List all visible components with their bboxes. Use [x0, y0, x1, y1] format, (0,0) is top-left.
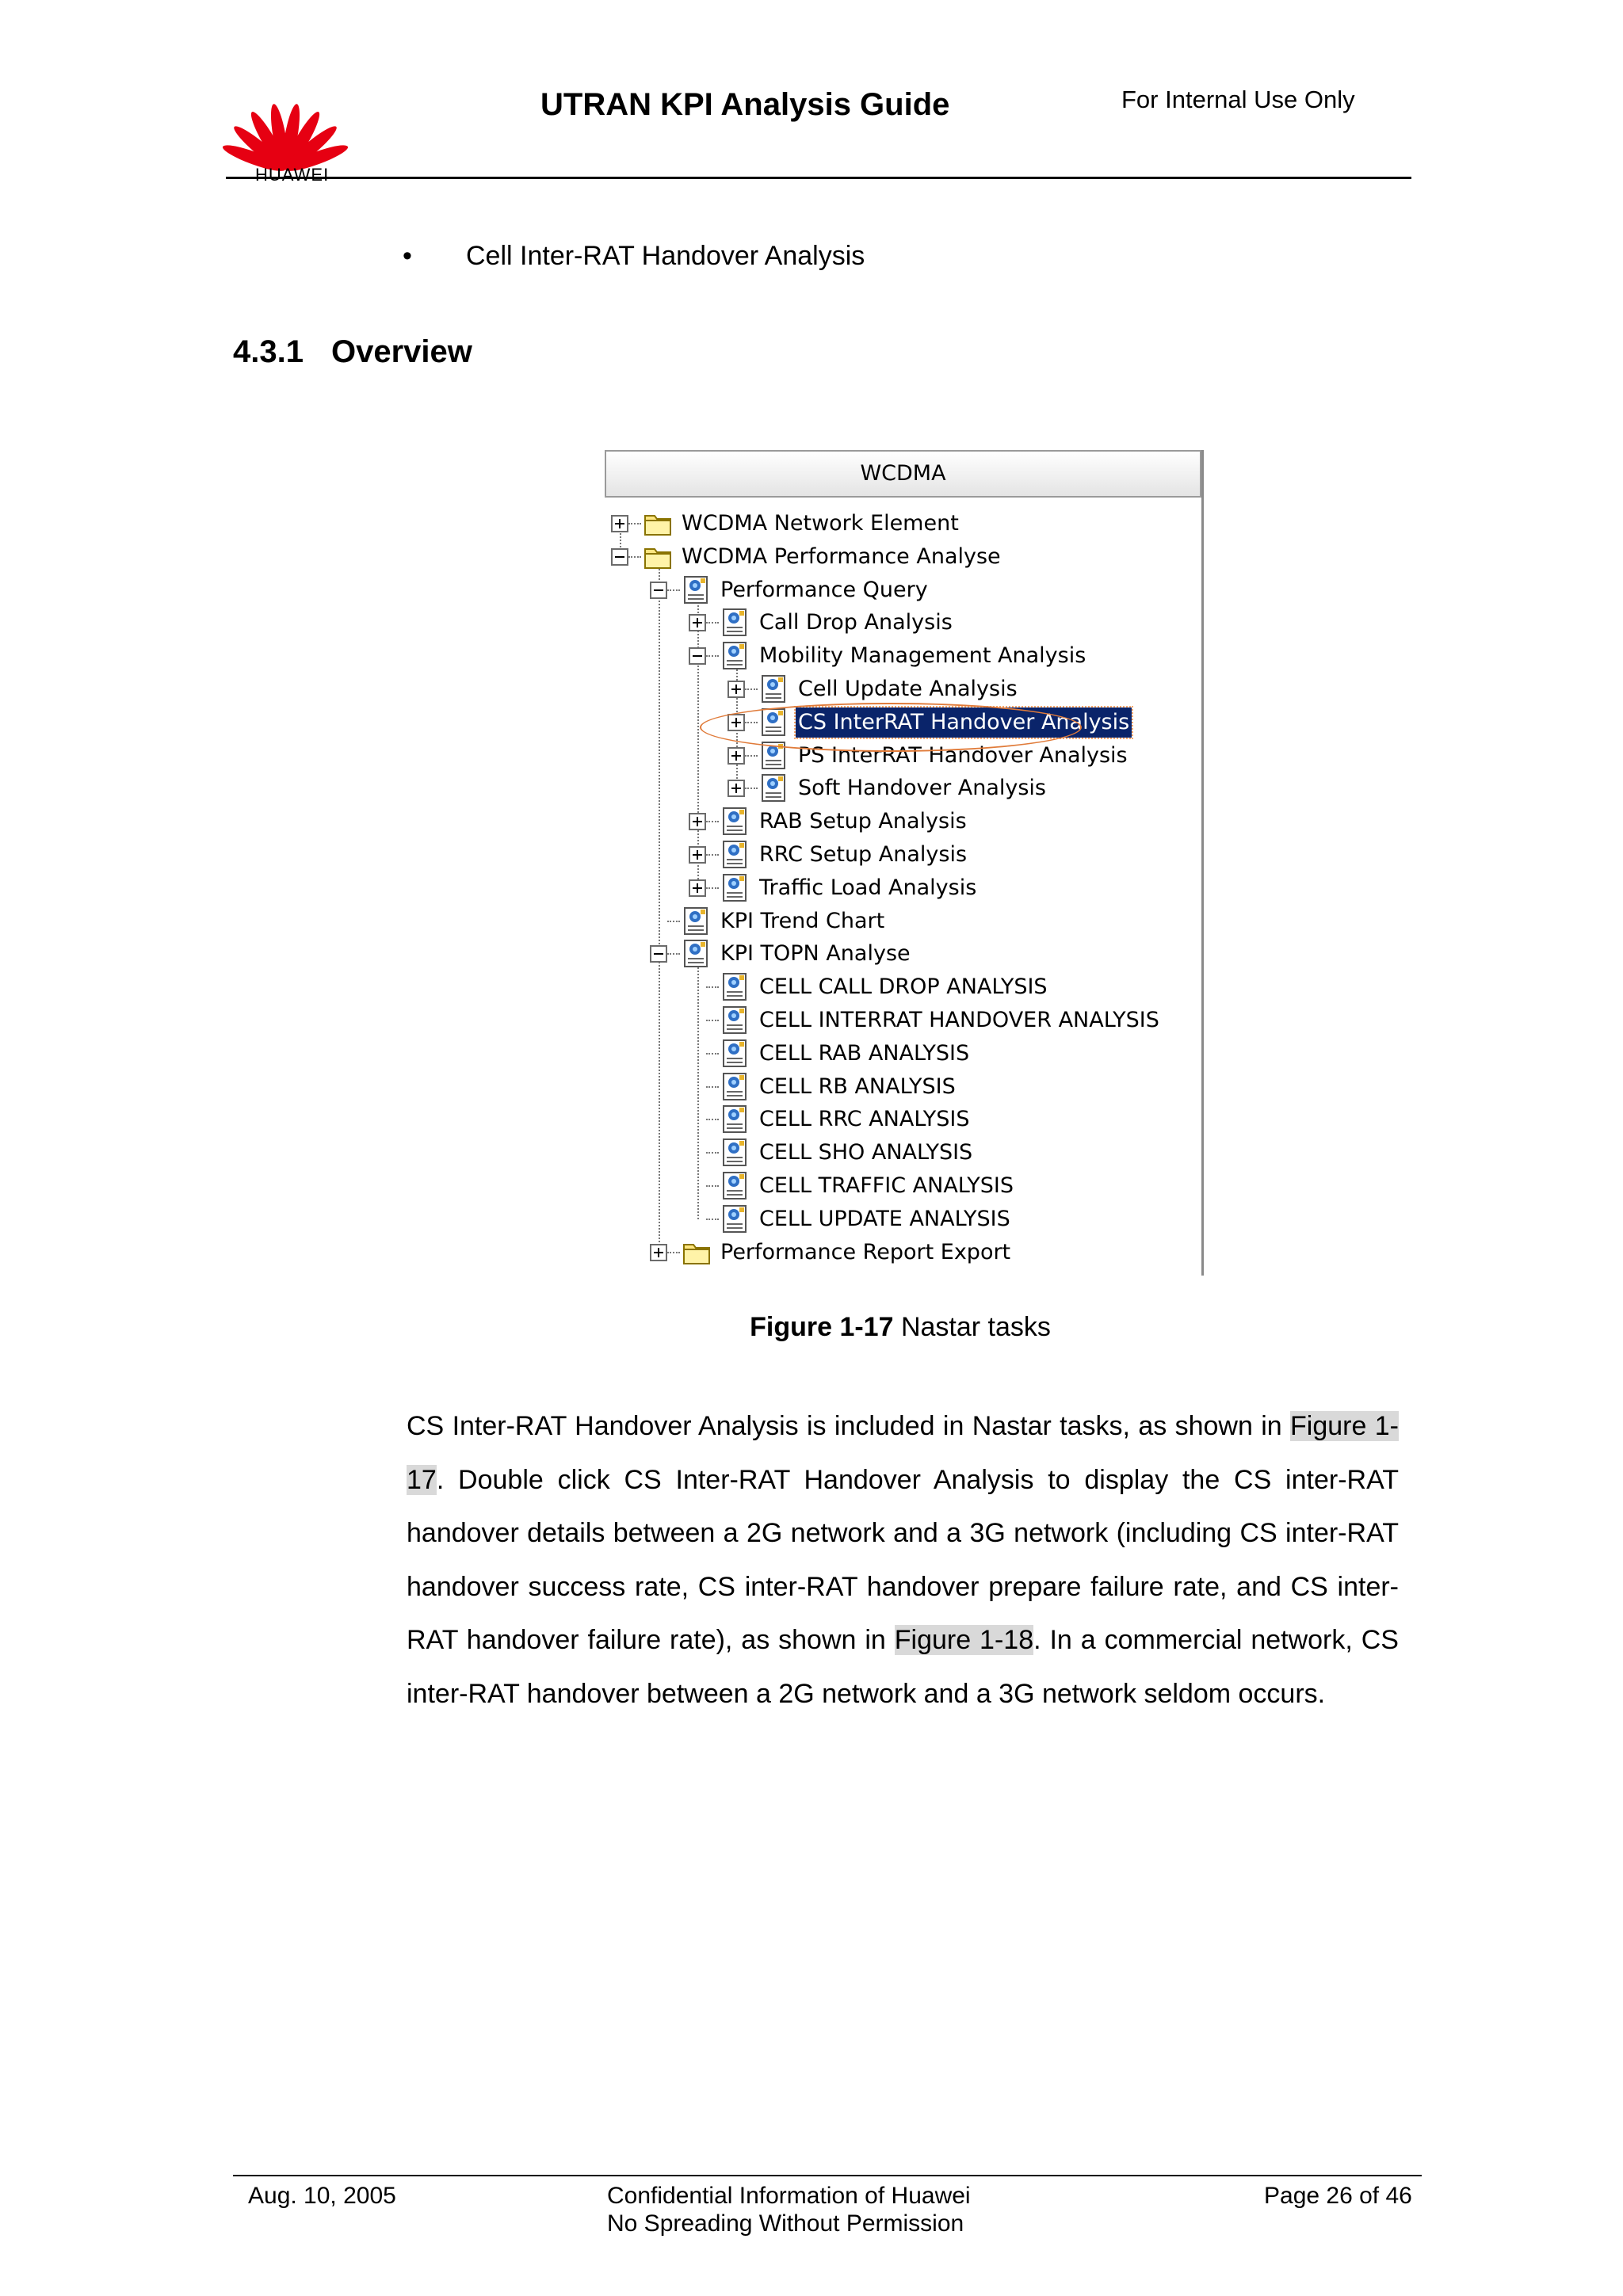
- tree-node[interactable]: [650, 1236, 1013, 1269]
- expand-plus-icon[interactable]: [611, 515, 628, 532]
- expand-plus-icon[interactable]: [689, 846, 706, 864]
- section-title: Overview: [331, 334, 472, 369]
- tree-node[interactable]: [727, 673, 1020, 706]
- tree-node[interactable]: [689, 971, 1050, 1004]
- collapse-minus-icon[interactable]: [611, 548, 628, 566]
- footer-date: Aug. 10, 2005: [248, 2183, 396, 2209]
- tree-leaf-spacer: [689, 1111, 706, 1128]
- tree-node-label[interactable]: Cell Update Analysis: [798, 677, 1018, 701]
- tree-header[interactable]: WCDMA: [605, 450, 1201, 498]
- tree-branch-line: [706, 1020, 719, 1021]
- tree-branch-line: [706, 887, 719, 889]
- expand-plus-icon[interactable]: [727, 747, 745, 765]
- tree-node[interactable]: [727, 772, 1048, 805]
- tree-branch-line: [628, 523, 641, 524]
- report-icon: [720, 1138, 750, 1168]
- footer-permission-line: No Spreading Without Permission: [607, 2210, 964, 2237]
- tree-branch-line: [667, 1252, 680, 1253]
- tree-node-label[interactable]: Performance Query: [720, 577, 928, 602]
- collapse-minus-icon[interactable]: [689, 647, 706, 665]
- paragraph-text-3: . In a commercial network, CS inter-RAT handover between a 2G network and a 3G network seldom occurs.: [407, 1625, 1399, 1709]
- body-paragraph: [407, 1400, 1399, 1721]
- report-icon: [720, 641, 750, 671]
- report-icon: [720, 1171, 750, 1201]
- expand-plus-icon[interactable]: [727, 681, 745, 698]
- report-icon: [682, 906, 712, 936]
- tree-branch-line: [706, 1152, 719, 1154]
- tree-node[interactable]: [689, 606, 955, 639]
- report-icon: [720, 1072, 750, 1102]
- section-number: 4.3.1: [233, 334, 304, 369]
- report-icon: [720, 840, 750, 870]
- tree-branch-line: [745, 788, 758, 789]
- expand-plus-icon[interactable]: [727, 780, 745, 797]
- tree-node[interactable]: [689, 639, 1088, 673]
- figure-caption: [0, 1310, 1623, 1344]
- tree-node[interactable]: [689, 1203, 1013, 1236]
- section-heading: [233, 333, 472, 371]
- tree-node-label[interactable]: CS InterRAT Handover Analysis: [796, 707, 1132, 738]
- logo-wordmark: HUAWEI: [255, 165, 330, 185]
- report-icon: [682, 575, 712, 605]
- collapse-minus-icon[interactable]: [650, 945, 667, 963]
- tree-branch-line: [628, 556, 641, 558]
- tree-node-label[interactable]: CELL TRAFFIC ANALYSIS: [759, 1173, 1014, 1198]
- folder-icon: [643, 509, 673, 539]
- tree-node-label[interactable]: KPI TOPN Analyse: [720, 941, 911, 967]
- tree-leaf-spacer: [689, 1012, 706, 1029]
- tree-branch-line: [667, 921, 680, 922]
- document-title: UTRAN KPI Analysis Guide: [540, 87, 950, 122]
- tree-branch-line: [706, 1086, 719, 1088]
- bullet-list-item: [403, 239, 865, 273]
- folder-icon: [682, 1238, 712, 1268]
- report-icon: [720, 1039, 750, 1069]
- tree-branch-line: [745, 688, 758, 690]
- tree-node[interactable]: [689, 1103, 972, 1136]
- tree-node[interactable]: [611, 540, 1003, 574]
- paragraph-text-1: CS Inter-RAT Handover Analysis is included in Nastar tasks, as shown in: [407, 1411, 1291, 1441]
- figure-ref-link[interactable]: Figure 1-17: [407, 1411, 1399, 1495]
- tree-branch-line: [706, 655, 719, 657]
- classification-label: For Internal Use Only: [1121, 86, 1355, 113]
- tree-node-label[interactable]: Call Drop Analysis: [759, 610, 953, 635]
- footer-confidentiality: [607, 2182, 971, 2237]
- tree-branch-line: [706, 1185, 719, 1187]
- tree-node[interactable]: [689, 1136, 975, 1169]
- tree-node[interactable]: [611, 507, 961, 540]
- footer-page-number: Page 26 of 46: [1264, 2183, 1412, 2209]
- report-icon: [720, 807, 750, 837]
- collapse-minus-icon[interactable]: [650, 582, 667, 599]
- tree-branch-line: [706, 622, 719, 624]
- tree-branch-line: [706, 986, 719, 988]
- tree-node[interactable]: [689, 1169, 1016, 1203]
- figure-caption-text: Nastar tasks: [893, 1312, 1051, 1342]
- tree-branch-line: [706, 1053, 719, 1055]
- bullet-icon: •: [403, 241, 412, 271]
- tree-leaf-spacer: [689, 978, 706, 996]
- report-icon: [720, 972, 750, 1002]
- tree-leaf-spacer: [689, 1211, 706, 1228]
- paragraph-text-2: . Double click CS Inter-RAT Handover Analysis to display the CS inter-RAT handover details between a 2G network and a 3G network (including CS inter-RAT handover success rate, CS inter-RAT handover prepare failure rate, and CS inter-RAT handover failure rate), as shown in: [407, 1464, 1399, 1655]
- tree-leaf-spacer: [689, 1144, 706, 1161]
- folder-icon: [643, 542, 673, 572]
- report-icon: [720, 1104, 750, 1135]
- tree-node-label[interactable]: CELL RRC ANALYSIS: [759, 1107, 970, 1132]
- tree-node-label[interactable]: CELL SHO ANALYSIS: [759, 1140, 973, 1165]
- report-icon: [720, 873, 750, 903]
- tree-node-label[interactable]: Performance Report Export: [720, 1239, 1011, 1264]
- tree-node-label[interactable]: CELL UPDATE ANALYSIS: [759, 1206, 1010, 1231]
- tree-node[interactable]: [689, 1070, 958, 1104]
- nastar-task-tree: [605, 450, 1204, 1276]
- figure-ref-link[interactable]: Figure 1-18: [894, 1625, 1034, 1655]
- tree-node-label[interactable]: Soft Handover Analysis: [798, 776, 1046, 801]
- tree-node-label[interactable]: KPI Trend Chart: [720, 908, 885, 933]
- report-icon: [759, 674, 789, 704]
- tree-node[interactable]: [689, 1004, 1162, 1037]
- expand-plus-icon[interactable]: [689, 813, 706, 830]
- tree-branch-line: [745, 755, 758, 757]
- tree-node-label[interactable]: WCDMA Network Element: [682, 511, 959, 536]
- expand-plus-icon[interactable]: [689, 879, 706, 897]
- tree-node-label[interactable]: WCDMA Performance Analyse: [682, 543, 1001, 569]
- tree-leaf-spacer: [689, 1078, 706, 1096]
- tree-node-label[interactable]: CELL RAB ANALYSIS: [759, 1040, 970, 1066]
- report-icon: [682, 939, 712, 969]
- tree-node[interactable]: [650, 905, 887, 938]
- tree-node-label[interactable]: RRC Setup Analysis: [759, 842, 968, 867]
- tree-branch-line: [667, 589, 680, 591]
- bullet-text: Cell Inter-RAT Handover Analysis: [466, 241, 865, 271]
- report-icon: [720, 1204, 750, 1234]
- tree-node[interactable]: [650, 574, 930, 607]
- tree-node-label[interactable]: CELL CALL DROP ANALYSIS: [759, 974, 1048, 1000]
- tree-node-label[interactable]: CELL RB ANALYSIS: [759, 1074, 956, 1099]
- tree-node[interactable]: [689, 838, 969, 871]
- tree-branch-line: [706, 1219, 719, 1220]
- report-icon: [759, 773, 789, 803]
- tree-node[interactable]: [689, 805, 969, 838]
- tree-node[interactable]: [689, 871, 979, 905]
- expand-plus-icon[interactable]: [650, 1244, 667, 1261]
- report-icon: [720, 1005, 750, 1035]
- tree-node-label[interactable]: PS InterRAT Handover Analysis: [798, 742, 1128, 768]
- tree-node[interactable]: [689, 1037, 972, 1070]
- tree-node[interactable]: [650, 937, 913, 971]
- figure-caption-label: Figure 1-17: [750, 1312, 894, 1342]
- footer-divider: [233, 2175, 1422, 2176]
- tree-node-label[interactable]: CELL INTERRAT HANDOVER ANALYSIS: [759, 1008, 1159, 1032]
- expand-plus-icon[interactable]: [689, 614, 706, 631]
- tree-node-label[interactable]: Mobility Management Analysis: [759, 643, 1086, 669]
- footer-confidential-line: Confidential Information of Huawei: [607, 2183, 971, 2209]
- tree-node-label[interactable]: Traffic Load Analysis: [759, 875, 977, 900]
- header-divider: [226, 177, 1411, 179]
- tree-leaf-spacer: [650, 913, 667, 930]
- tree-branch-line: [706, 854, 719, 856]
- tree-branch-line: [706, 821, 719, 822]
- tree-branch-line: [706, 1119, 719, 1120]
- report-icon: [720, 608, 750, 638]
- tree-leaf-spacer: [689, 1045, 706, 1062]
- tree-branch-line: [667, 953, 680, 955]
- tree-leaf-spacer: [689, 1177, 706, 1195]
- tree-node-label[interactable]: RAB Setup Analysis: [759, 809, 967, 834]
- highlight-ellipse: [700, 703, 1082, 752]
- huawei-logo-icon: [238, 93, 333, 173]
